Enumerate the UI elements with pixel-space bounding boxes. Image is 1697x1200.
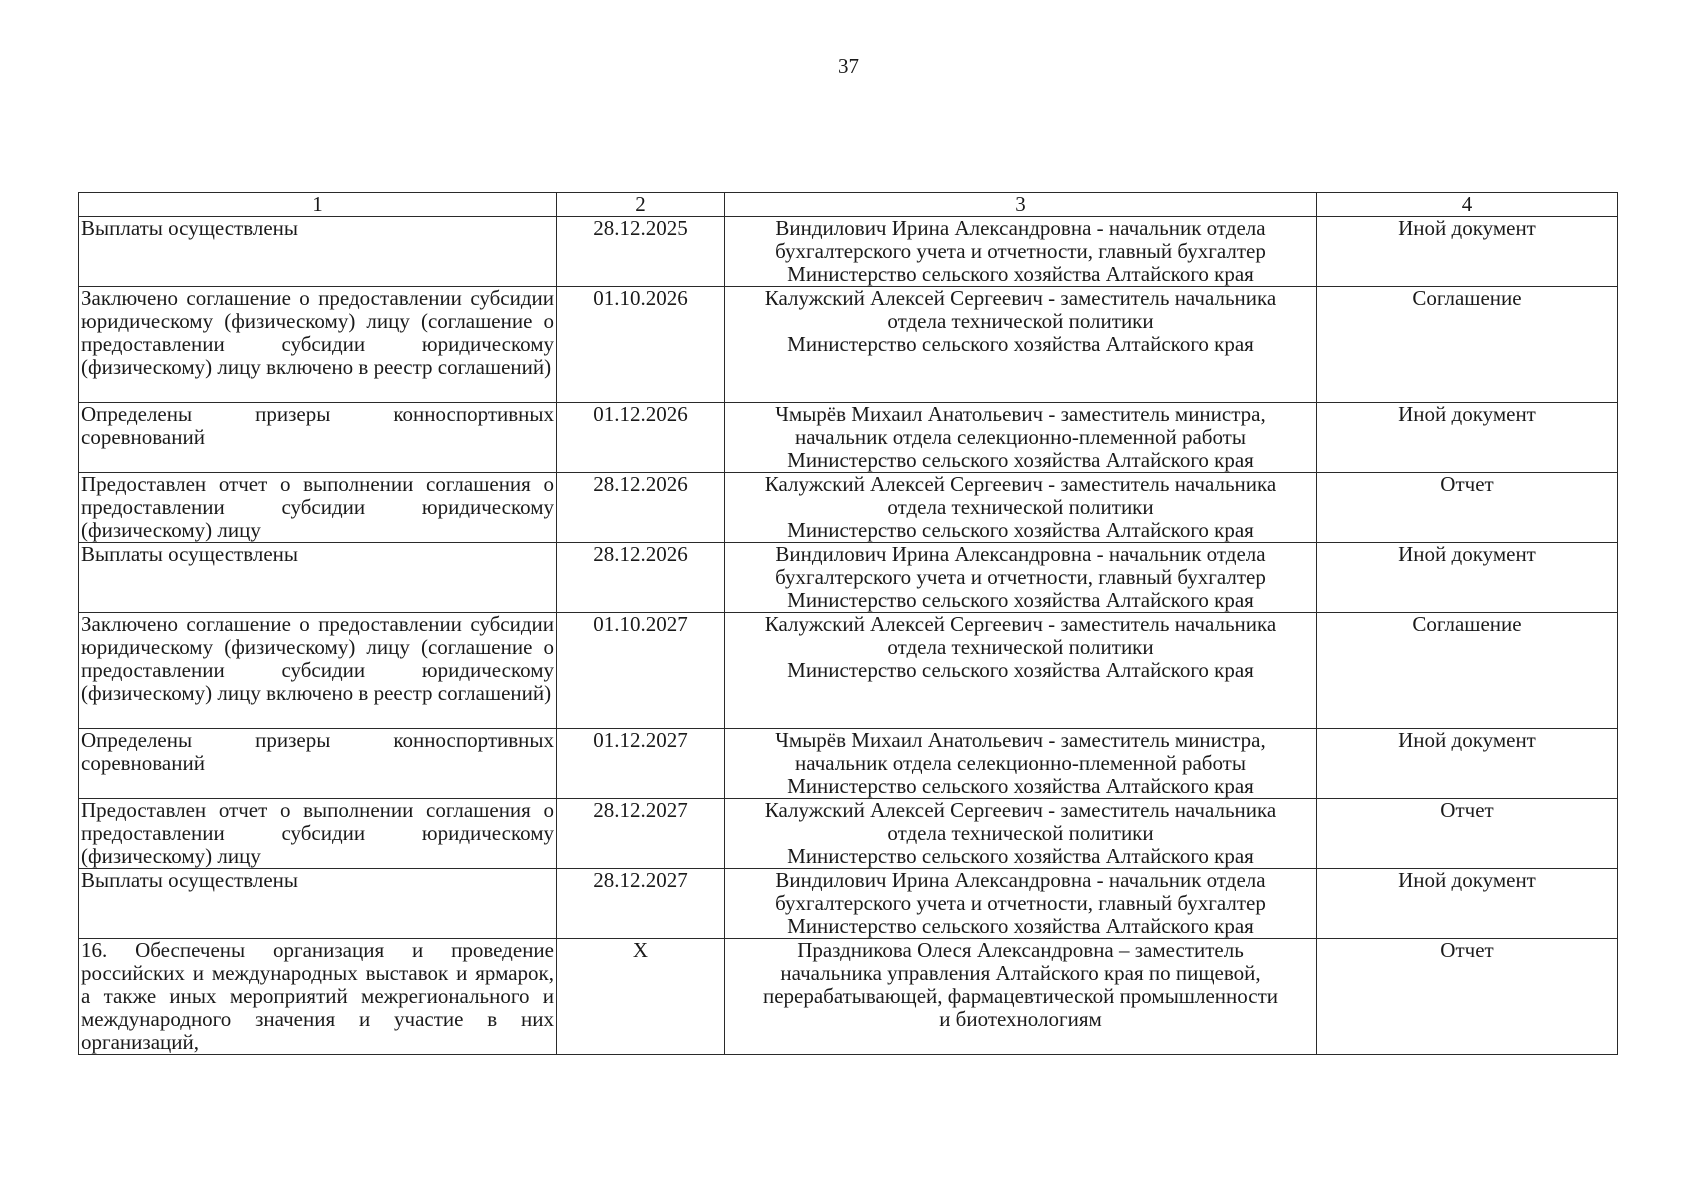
document-type-cell: Иной документ	[1317, 403, 1618, 473]
table-row	[79, 939, 1618, 1055]
responsible-line: перерабатывающей, фармацевтической промышленности	[762, 984, 1279, 1008]
responsible-line: Министерство сельского хозяйства Алтайского края	[787, 588, 1254, 612]
table-row	[79, 729, 1618, 799]
document-type-cell: Иной документ	[1317, 217, 1618, 287]
event-cell: Заключено соглашение о предоставлении субсидии юридическому (физическому) лицу (соглашение о предоставлении субсидии юридическому (физическому) лицу включено в реестр соглашений)	[79, 613, 557, 729]
date-cell: 28.12.2027	[557, 799, 725, 869]
responsible-cell	[725, 543, 1317, 613]
responsible-line: Министерство сельского хозяйства Алтайского края	[787, 518, 1254, 542]
responsible-line: начальник отдела селекционно-племенной работы	[795, 425, 1246, 449]
table-row	[79, 473, 1618, 543]
responsible-line: Калужский Алексей Сергеевич - заместитель начальника	[764, 798, 1277, 822]
document-type-cell: Иной документ	[1317, 543, 1618, 613]
date-cell: 28.12.2027	[557, 869, 725, 939]
date-cell: 28.12.2026	[557, 543, 725, 613]
table-row	[79, 613, 1618, 729]
responsible-cell	[725, 217, 1317, 287]
responsible-line: Калужский Алексей Сергеевич - заместитель начальника	[764, 286, 1277, 310]
responsible-cell	[725, 799, 1317, 869]
responsible-line: Виндилович Ирина Александровна - начальник отдела	[775, 542, 1266, 566]
document-type-cell: Отчет	[1317, 939, 1618, 1055]
responsible-cell	[725, 403, 1317, 473]
event-cell: Предоставлен отчет о выполнении соглашения о предоставлении субсидии юридическому (физическому) лицу	[79, 473, 557, 543]
date-cell: 28.12.2026	[557, 473, 725, 543]
responsible-line: и биотехнологиям	[939, 1007, 1102, 1031]
responsible-line: начальник отдела селекционно-племенной работы	[795, 751, 1246, 775]
table-row	[79, 217, 1618, 287]
event-cell: Заключено соглашение о предоставлении субсидии юридическому (физическому) лицу (соглашение о предоставлении субсидии юридическому (физическому) лицу включено в реестр соглашений)	[79, 287, 557, 403]
date-cell: 01.10.2027	[557, 613, 725, 729]
responsible-line: Калужский Алексей Сергеевич - заместитель начальника	[764, 472, 1277, 496]
responsible-line: отдела технической политики	[887, 821, 1154, 845]
responsible-line: Виндилович Ирина Александровна - начальник отдела	[775, 216, 1266, 240]
responsible-cell	[725, 939, 1317, 1055]
document-type-cell: Иной документ	[1317, 869, 1618, 939]
responsible-cell	[725, 473, 1317, 543]
event-cell: Предоставлен отчет о выполнении соглашения о предоставлении субсидии юридическому (физическому) лицу	[79, 799, 557, 869]
responsible-line: Чмырёв Михаил Анатольевич - заместитель министра,	[775, 728, 1266, 752]
responsible-line: Министерство сельского хозяйства Алтайского края	[787, 914, 1254, 938]
event-cell: Выплаты осуществлены	[79, 217, 557, 287]
document-type-cell: Иной документ	[1317, 729, 1618, 799]
responsible-line: Калужский Алексей Сергеевич - заместитель начальника	[764, 612, 1277, 636]
responsible-line: начальника управления Алтайского края по пищевой,	[780, 961, 1261, 985]
responsible-line: Министерство сельского хозяйства Алтайского края	[787, 774, 1254, 798]
responsible-cell	[725, 287, 1317, 403]
header-row	[79, 193, 1618, 217]
column-header-1: 1	[79, 193, 557, 217]
column-header-4: 4	[1317, 193, 1618, 217]
date-cell: 01.12.2026	[557, 403, 725, 473]
document-type-cell: Отчет	[1317, 799, 1618, 869]
event-cell: Определены призеры конноспортивных соревнований	[79, 403, 557, 473]
responsible-line: отдела технической политики	[887, 635, 1154, 659]
responsible-line: бухгалтерского учета и отчетности, главный бухгалтер	[775, 565, 1266, 589]
date-cell: 01.10.2026	[557, 287, 725, 403]
document-table	[78, 192, 1618, 1055]
responsible-line: Виндилович Ирина Александровна - начальник отдела	[775, 868, 1266, 892]
responsible-line: Министерство сельского хозяйства Алтайского края	[787, 658, 1254, 682]
column-header-2: 2	[557, 193, 725, 217]
page-number: 37	[838, 54, 859, 78]
column-header-3: 3	[725, 193, 1317, 217]
responsible-line: отдела технической политики	[887, 495, 1154, 519]
responsible-line: Праздникова Олеся Александровна – заместитель	[797, 938, 1244, 962]
document-type-cell: Соглашение	[1317, 287, 1618, 403]
responsible-line: отдела технической политики	[887, 309, 1154, 333]
event-cell: Выплаты осуществлены	[79, 543, 557, 613]
date-cell: 01.12.2027	[557, 729, 725, 799]
event-cell: 16. Обеспечены организация и проведение российских и международных выставок и ярмарок, а также иных мероприятий межрегионального и международного значения и участие в них организаций,	[79, 939, 557, 1055]
responsible-cell	[725, 613, 1317, 729]
responsible-line: Министерство сельского хозяйства Алтайского края	[787, 332, 1254, 356]
document-type-cell: Соглашение	[1317, 613, 1618, 729]
table-row	[79, 869, 1618, 939]
table-row	[79, 799, 1618, 869]
event-cell: Выплаты осуществлены	[79, 869, 557, 939]
responsible-cell	[725, 729, 1317, 799]
document-type-cell: Отчет	[1317, 473, 1618, 543]
table-row	[79, 403, 1618, 473]
table-row	[79, 287, 1618, 403]
date-cell: X	[557, 939, 725, 1055]
date-cell: 28.12.2025	[557, 217, 725, 287]
responsible-line: Министерство сельского хозяйства Алтайского края	[787, 262, 1254, 286]
responsible-line: бухгалтерского учета и отчетности, главный бухгалтер	[775, 891, 1266, 915]
table-row	[79, 543, 1618, 613]
responsible-line: Министерство сельского хозяйства Алтайского края	[787, 844, 1254, 868]
event-cell: Определены призеры конноспортивных соревнований	[79, 729, 557, 799]
responsible-line: Министерство сельского хозяйства Алтайского края	[787, 448, 1254, 472]
responsible-line: Чмырёв Михаил Анатольевич - заместитель министра,	[775, 402, 1266, 426]
responsible-line: бухгалтерского учета и отчетности, главный бухгалтер	[775, 239, 1266, 263]
responsible-cell	[725, 869, 1317, 939]
